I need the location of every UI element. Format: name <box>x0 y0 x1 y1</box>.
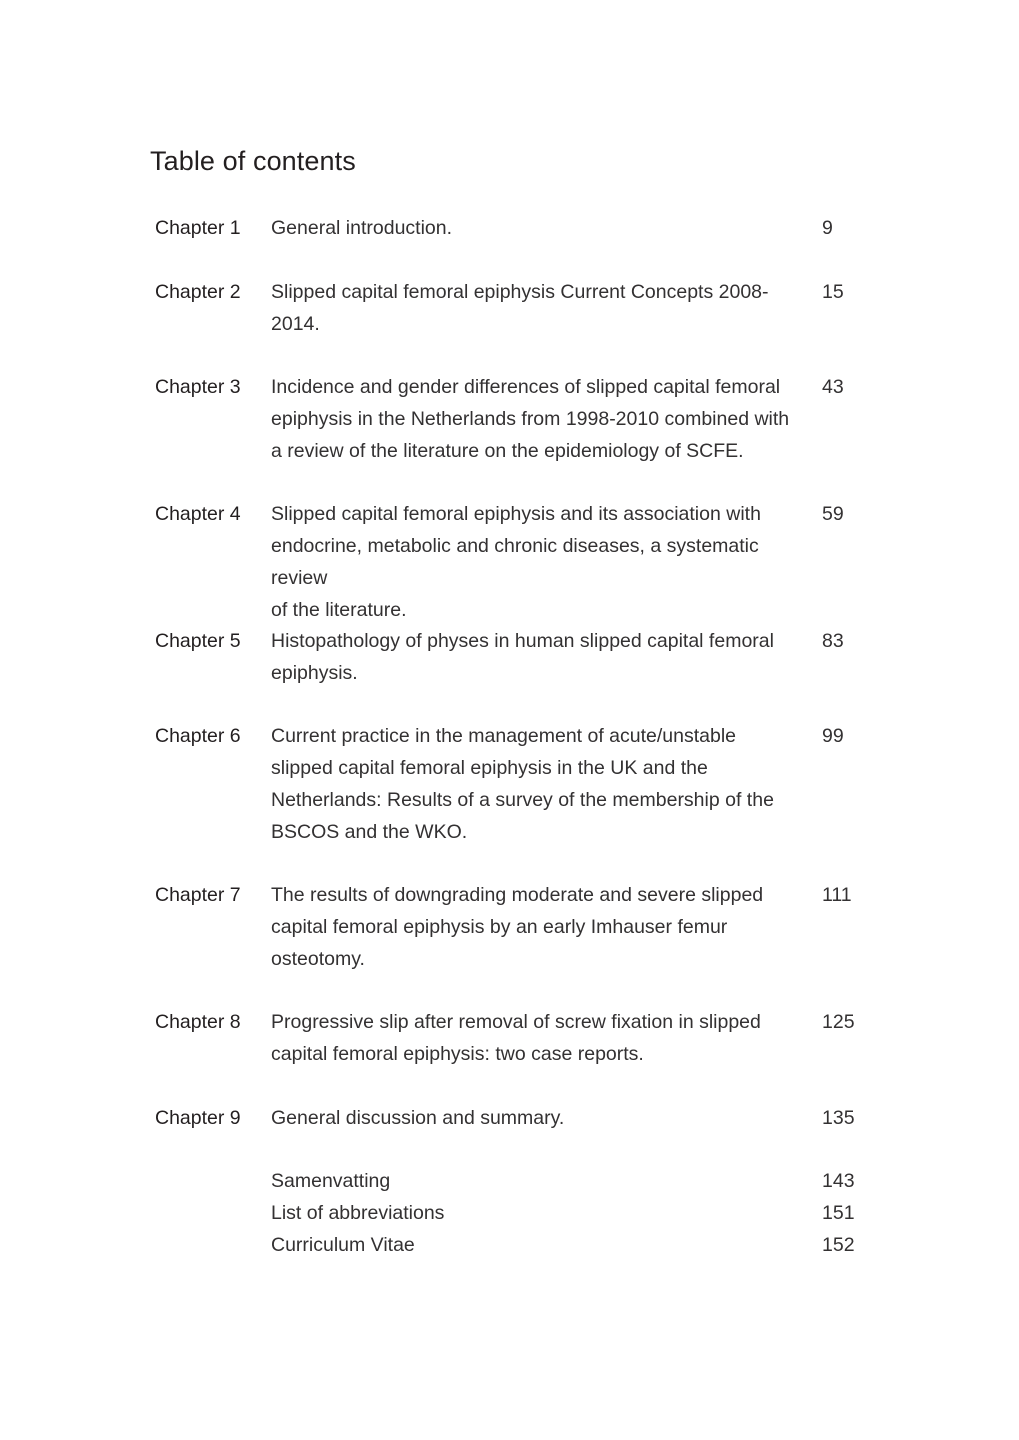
chapter-label: Chapter 3 <box>155 376 241 398</box>
back-matter-title: Samenvatting <box>271 1170 391 1192</box>
chapter-page-number: 125 <box>822 1011 855 1033</box>
chapter-title-line: epiphysis in the Netherlands from 1998-2010 combined with <box>271 408 790 430</box>
chapter-title-line: capital femoral epiphysis: two case reports. <box>271 1043 644 1065</box>
chapter-label: Chapter 5 <box>155 630 241 652</box>
chapter-title-line: Slipped capital femoral epiphysis and its association with <box>271 503 761 525</box>
chapter-page-number: 111 <box>822 884 852 906</box>
chapter-title-line: BSCOS and the WKO. <box>271 821 468 843</box>
chapter-title-line: endocrine, metabolic and chronic diseases, a systematic review <box>271 535 759 589</box>
chapter-page-number: 83 <box>822 630 844 652</box>
chapter-title <box>271 625 816 689</box>
chapter-title-line: slipped capital femoral epiphysis in the UK and the <box>271 757 708 779</box>
chapter-page-number: 43 <box>822 376 844 398</box>
chapter-title <box>271 720 816 848</box>
chapter-title-line: osteotomy. <box>271 948 365 970</box>
chapter-title <box>271 1102 816 1134</box>
chapter-page-number: 135 <box>822 1107 855 1129</box>
chapter-title-line: General introduction. <box>271 217 453 239</box>
chapter-title-line: Current practice in the management of acute/unstable <box>271 725 737 747</box>
back-matter-page-number: 151 <box>822 1202 855 1224</box>
chapter-title <box>271 879 816 975</box>
chapter-title-line: 2014. <box>271 313 320 335</box>
chapter-title-line: of the literature. <box>271 599 407 621</box>
chapter-label: Chapter 4 <box>155 503 241 525</box>
chapter-title-line: a review of the literature on the epidemiology of SCFE. <box>271 440 744 462</box>
chapter-page-number: 59 <box>822 503 844 525</box>
chapter-title <box>271 498 816 626</box>
chapter-title-line: Slipped capital femoral epiphysis Current Concepts 2008- <box>271 281 769 303</box>
chapter-label: Chapter 7 <box>155 884 241 906</box>
back-matter-title: List of abbreviations <box>271 1202 445 1224</box>
chapter-label: Chapter 2 <box>155 281 241 303</box>
chapter-title <box>271 371 816 467</box>
chapter-page-number: 9 <box>822 217 833 239</box>
chapter-label: Chapter 8 <box>155 1011 241 1033</box>
back-matter-title: Curriculum Vitae <box>271 1234 415 1256</box>
chapter-title-line: Histopathology of physes in human slipped capital femoral <box>271 630 774 652</box>
page-title: Table of contents <box>150 146 356 176</box>
chapter-title <box>271 276 816 340</box>
chapter-title-line: General discussion and summary. <box>271 1107 565 1129</box>
chapter-title <box>271 212 816 244</box>
chapter-page-number: 15 <box>822 281 844 303</box>
chapter-title-line: Progressive slip after removal of screw fixation in slipped <box>271 1011 761 1033</box>
chapter-label: Chapter 9 <box>155 1107 241 1129</box>
back-matter-page-number: 143 <box>822 1170 855 1192</box>
chapter-title <box>271 1006 816 1070</box>
back-matter-page-number: 152 <box>822 1234 855 1256</box>
chapter-page-number: 99 <box>822 725 844 747</box>
chapter-title-line: Netherlands: Results of a survey of the membership of the <box>271 789 774 811</box>
chapter-title-line: Incidence and gender differences of slipped capital femoral <box>271 376 781 398</box>
chapter-title-line: epiphysis. <box>271 662 358 684</box>
chapter-label: Chapter 6 <box>155 725 241 747</box>
chapter-title-line: The results of downgrading moderate and severe slipped <box>271 884 764 906</box>
chapter-title-line: capital femoral epiphysis by an early Imhauser femur <box>271 916 728 938</box>
chapter-label: Chapter 1 <box>155 217 241 239</box>
